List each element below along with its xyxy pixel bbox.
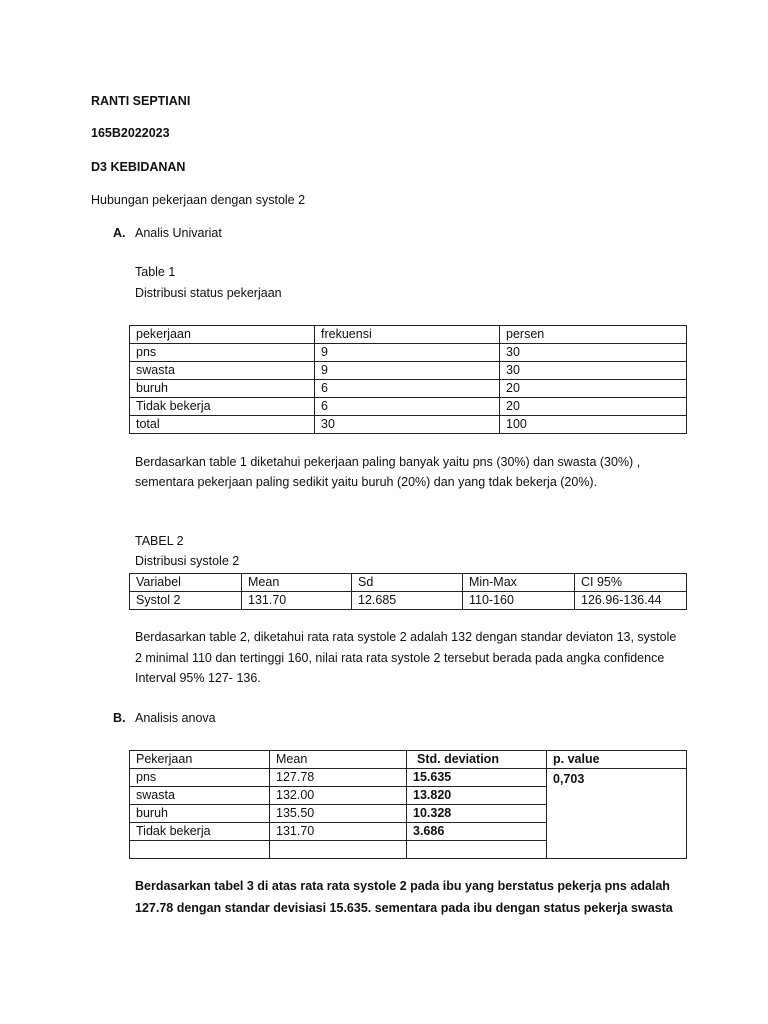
table2-caption-title: Distribusi systole 2 xyxy=(135,554,240,568)
table-cell: 110-160 xyxy=(463,592,575,610)
table-header-row xyxy=(130,326,687,344)
table-cell: Tidak bekerja xyxy=(130,398,315,416)
author-name: RANTI SEPTIANI xyxy=(91,94,191,108)
table-header-cell: Min-Max xyxy=(463,574,575,592)
table-cell: 131.70 xyxy=(270,823,407,841)
section-b-marker: B. xyxy=(113,711,126,725)
table3-interpretation-line1: Berdasarkan tabel 3 di atas rata rata systole 2 pada ibu yang berstatus pekerja pns adalah xyxy=(135,879,670,893)
table-header-cell: Variabel xyxy=(130,574,242,592)
table-cell: 15.635 xyxy=(407,769,547,787)
table-row xyxy=(130,380,687,398)
table-header-cell: pekerjaan xyxy=(130,326,315,344)
table-cell: 127.78 xyxy=(270,769,407,787)
table-cell: 135.50 xyxy=(270,805,407,823)
table-cell: pns xyxy=(130,769,270,787)
table-header-cell: frekuensi xyxy=(315,326,500,344)
table1-interpretation-line2: sementara pekerjaan paling sedikit yaitu buruh (20%) dan yang tdak bekerja (20%). xyxy=(135,475,598,489)
table-cell: 10.328 xyxy=(407,805,547,823)
table-cell: buruh xyxy=(130,805,270,823)
table-cell: 126.96-136.44 xyxy=(575,592,687,610)
document-subject: Hubungan pekerjaan dengan systole 2 xyxy=(91,193,306,207)
table1-caption-number: Table 1 xyxy=(135,265,176,279)
table-cell: buruh xyxy=(130,380,315,398)
table3-anova xyxy=(129,750,687,859)
table-cell: 6 xyxy=(315,380,500,398)
table-header-cell: Mean xyxy=(242,574,352,592)
table1-job-distribution xyxy=(129,325,687,434)
table-row xyxy=(130,416,687,434)
table-cell: swasta xyxy=(130,362,315,380)
table-cell: 30 xyxy=(500,362,687,380)
table2-caption-number: TABEL 2 xyxy=(135,534,184,548)
table-cell: 30 xyxy=(500,344,687,362)
table-cell: 30 xyxy=(315,416,500,434)
table-cell: 20 xyxy=(500,380,687,398)
table-cell: pns xyxy=(130,344,315,362)
table-cell: 12.685 xyxy=(352,592,463,610)
table-header-cell: Mean xyxy=(270,751,407,769)
study-program: D3 KEBIDANAN xyxy=(91,160,186,174)
table-cell: 100 xyxy=(500,416,687,434)
table-header-row xyxy=(130,751,687,769)
table-cell: Tidak bekerja xyxy=(130,823,270,841)
p-value-cell: 0,703 xyxy=(547,769,687,859)
table-header-cell: CI 95% xyxy=(575,574,687,592)
table-cell: 6 xyxy=(315,398,500,416)
table3-interpretation-line2: 127.78 dengan standar devisiasi 15.635. sementara pada ibu dengan status pekerja swasta xyxy=(135,901,673,915)
table1-interpretation-line1: Berdasarkan table 1 diketahui pekerjaan paling banyak yaitu pns (30%) dan swasta (30%) , xyxy=(135,455,641,469)
table1-caption-title: Distribusi status pekerjaan xyxy=(135,286,282,300)
table-cell: swasta xyxy=(130,787,270,805)
section-b-title: Analisis anova xyxy=(135,711,216,725)
table-row xyxy=(130,344,687,362)
table-cell: total xyxy=(130,416,315,434)
table-row xyxy=(130,398,687,416)
table2-interpretation-line3: Interval 95% 127- 136. xyxy=(135,671,261,685)
table-cell xyxy=(407,841,547,859)
table-cell xyxy=(270,841,407,859)
table-cell: 9 xyxy=(315,362,500,380)
table-row xyxy=(130,362,687,380)
table-header-cell: Pekerjaan xyxy=(130,751,270,769)
table-cell: 131.70 xyxy=(242,592,352,610)
table-header-cell: Sd xyxy=(352,574,463,592)
section-a-title: Analis Univariat xyxy=(135,226,222,240)
table-cell xyxy=(130,841,270,859)
section-a-marker: A. xyxy=(113,226,126,240)
table-header-cell: p. value xyxy=(547,751,687,769)
table-header-cell: persen xyxy=(500,326,687,344)
table-cell: 13.820 xyxy=(407,787,547,805)
table-row xyxy=(130,769,687,787)
table-cell: 20 xyxy=(500,398,687,416)
table-cell: 132.00 xyxy=(270,787,407,805)
table2-systole-distribution xyxy=(129,573,687,610)
table2-interpretation-line1: Berdasarkan table 2, diketahui rata rata systole 2 adalah 132 dengan standar deviaton 13, systole xyxy=(135,630,677,644)
table2-interpretation-line2: 2 minimal 110 dan tertinggi 160, nilai rata rata systole 2 tersebut berada pada angka confidence xyxy=(135,651,665,665)
table-cell: 3.686 xyxy=(407,823,547,841)
table-header-row xyxy=(130,574,687,592)
table-header-cell: Std. deviation xyxy=(407,751,547,769)
table-cell: 9 xyxy=(315,344,500,362)
student-id: 165B2022023 xyxy=(91,126,170,140)
table-row xyxy=(130,592,687,610)
table-cell: Systol 2 xyxy=(130,592,242,610)
